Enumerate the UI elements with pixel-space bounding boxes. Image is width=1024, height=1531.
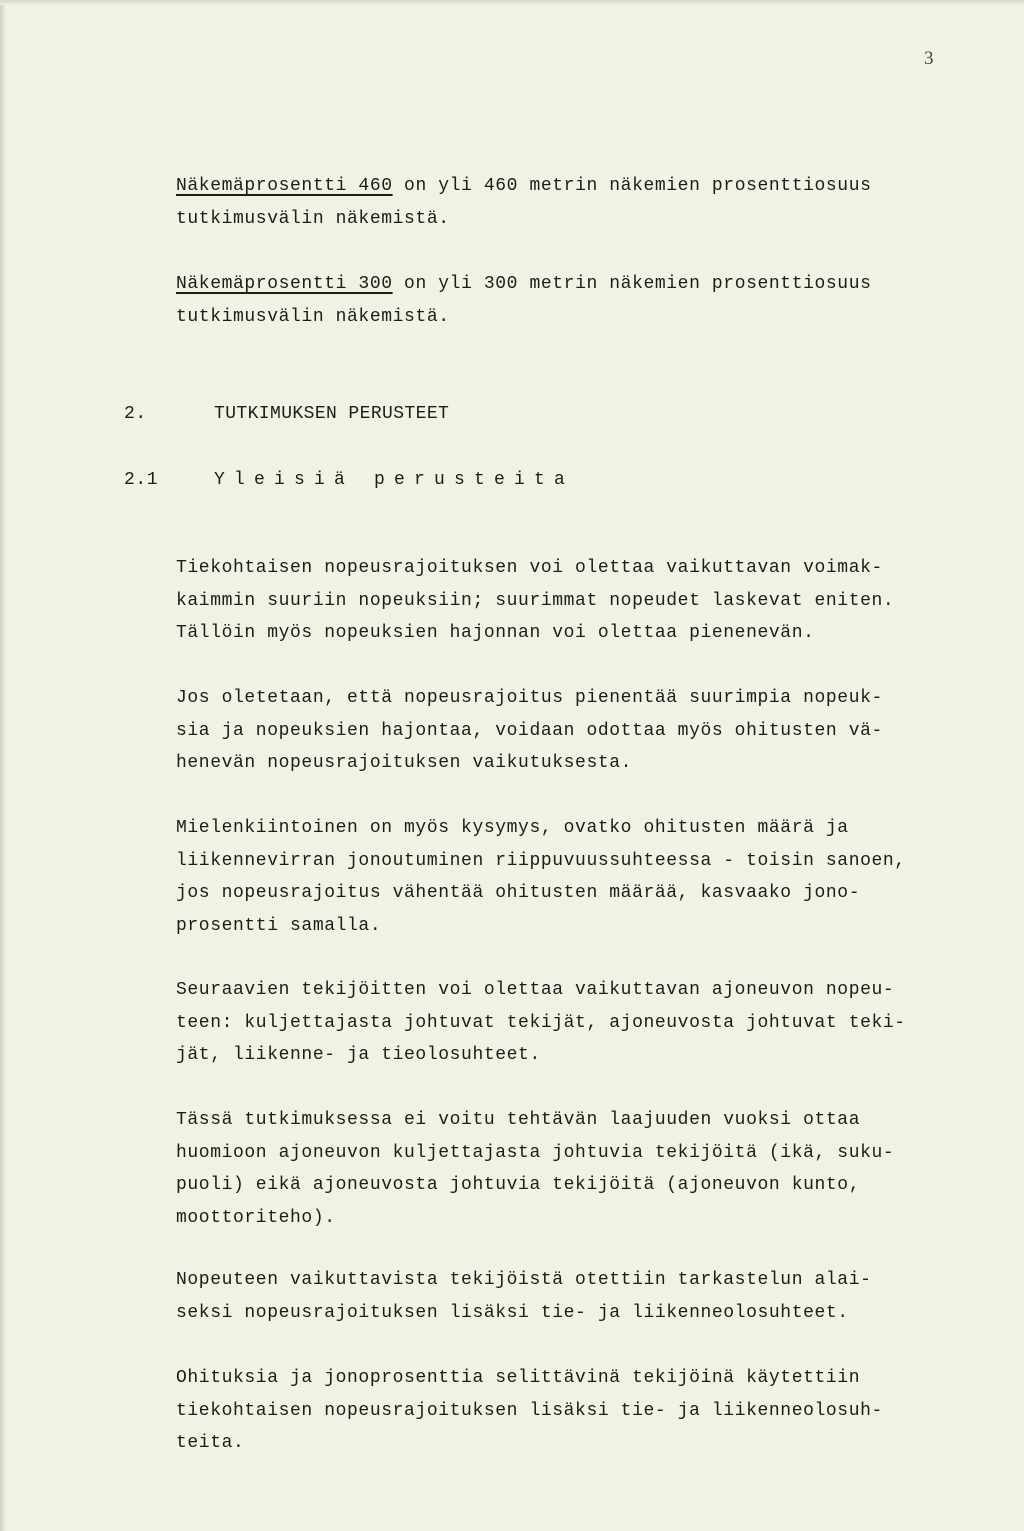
paragraph <box>176 1362 883 1460</box>
definition-line <box>176 170 872 203</box>
paragraph-line: Tässä tutkimuksessa ei voitu tehtävän laajuuden vuoksi ottaa <box>176 1110 861 1130</box>
paragraph-line: Ohituksia ja jonoprosenttia selittävinä tekijöinä käytettiin <box>176 1368 861 1388</box>
definition-300 <box>176 268 872 333</box>
subsection-number: 2.1 <box>124 470 159 490</box>
paragraph <box>176 552 894 650</box>
paragraph-line: Tiekohtaisen nopeusrajoituksen voi olettaa vaikuttavan voimak- <box>176 558 883 578</box>
paragraph-line: Mielenkiintoinen on myös kysymys, ovatko ohitusten määrä ja <box>176 818 849 838</box>
paragraph <box>176 1104 894 1234</box>
definition-line <box>176 268 872 301</box>
definition-text: on yli 300 metrin näkemien prosenttiosuus <box>392 274 872 294</box>
paragraph-line: Jos oletetaan, että nopeusrajoitus pienentää suurimpia nopeuk- <box>176 688 883 708</box>
paragraph-line: jät, liikenne- ja tieolosuhteet. <box>176 1045 541 1065</box>
definition-460 <box>176 170 872 235</box>
paragraph-line: tiekohtaisen nopeusrajoituksen lisäksi tie- ja liikenneolosuh- <box>176 1400 883 1421</box>
paragraph-line: Tällöin myös nopeuksien hajonnan voi olettaa pienenevän. <box>176 623 815 643</box>
paragraph-line: puoli) eikä ajoneuvosta johtuvia tekijöitä (ajoneuvon kunto, <box>176 1175 861 1195</box>
paragraph-line: liikennevirran jonoutuminen riippuvuussuhteessa - toisin sanoen, <box>176 850 906 871</box>
paragraph-line: moottoriteho). <box>176 1207 336 1228</box>
paragraph-line: sia ja nopeuksien hajontaa, voidaan odottaa myös ohitusten vä- <box>176 720 883 741</box>
definition-line: tutkimusvälin näkemistä. <box>176 208 450 229</box>
paragraph <box>176 974 906 1072</box>
definition-text: on yli 460 metrin näkemien prosenttiosuus <box>392 176 872 196</box>
paragraph-line: teen: kuljettajasta johtuvat tekijät, ajoneuvosta johtuvat teki- <box>176 1012 906 1033</box>
page-number: 3 <box>924 48 934 69</box>
paragraph-line: kaimmin suuriin nopeuksiin; suurimmat nopeudet laskevat eniten. <box>176 590 895 611</box>
paragraph-line: Seuraavien tekijöitten voi olettaa vaikuttavan ajoneuvon nopeu- <box>176 980 895 1000</box>
paragraph <box>176 812 906 942</box>
page-edge-top <box>0 0 1024 5</box>
paragraph-line: teita. <box>176 1433 245 1453</box>
paragraph <box>176 682 883 780</box>
section-number: 2. <box>124 404 147 424</box>
subsection-title: Yleisiä perusteita <box>214 470 575 490</box>
definition-line: tutkimusvälin näkemistä. <box>176 306 450 327</box>
paragraph-line: henevän nopeusrajoituksen vaikutuksesta. <box>176 753 633 773</box>
paragraph-line: huomioon ajoneuvon kuljettajasta johtuvia tekijöitä (ikä, suku- <box>176 1142 895 1163</box>
paragraph-line: Nopeuteen vaikuttavista tekijöistä otettiin tarkastelun alai- <box>176 1270 872 1290</box>
page-edge-left <box>0 0 6 1531</box>
definition-term: Näkemäprosentti 300 <box>176 274 393 294</box>
section-title: TUTKIMUKSEN PERUSTEET <box>214 404 450 424</box>
paragraph-line: jos nopeusrajoitus vähentää ohitusten määrää, kasvaako jono- <box>176 883 861 903</box>
paragraph <box>176 1264 872 1329</box>
paragraph-line: seksi nopeusrajoituksen lisäksi tie- ja liikenneolosuhteet. <box>176 1302 849 1323</box>
paragraph-line: prosentti samalla. <box>176 915 382 936</box>
definition-term: Näkemäprosentti 460 <box>176 176 393 196</box>
